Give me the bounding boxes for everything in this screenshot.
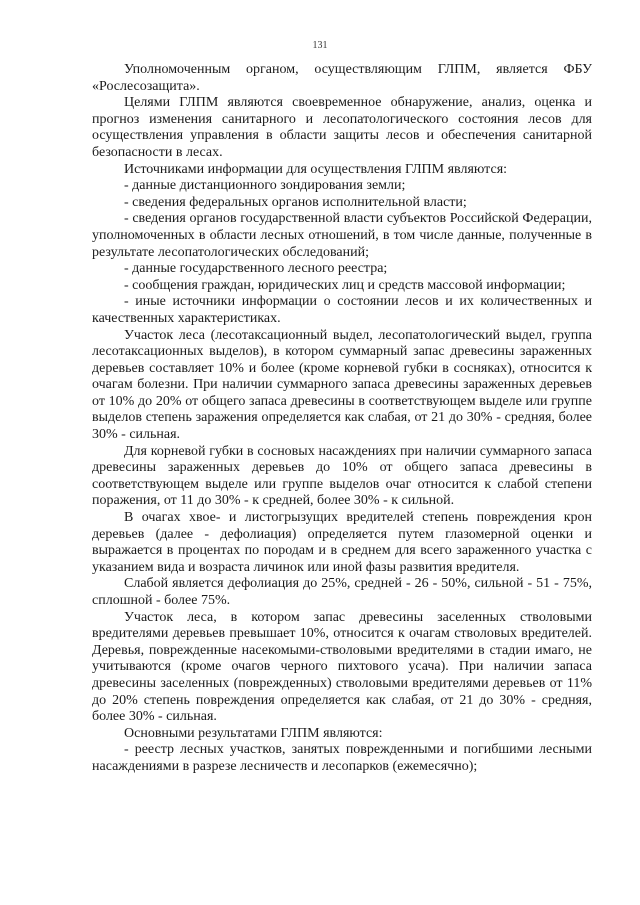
- list-item: - иные источники информации о состоянии лесов и их количественных и качественных характеристиках.: [92, 294, 592, 326]
- list-item: - данные государственного лесного реестра;: [124, 261, 388, 277]
- paragraph: Источниками информации для осуществления ГЛПМ являются:: [124, 161, 508, 177]
- page-body: [92, 62, 592, 776]
- list-item: - реестр лесных участков, занятых поврежденными и погибшими лесными насаждениями в разрезе лесничеств и лесопарков (ежемесячно);: [92, 742, 592, 774]
- list-item: - данные дистанционного зондирования земли;: [124, 178, 406, 194]
- paragraph: Для корневой губки в сосновых насаждениях при наличии суммарного запаса древесины зараженных деревьев до 10% от общего запаса древесины в соответствующем выделе или группе выделов очаг относится к слабой степени поражения, от 11 до 30% - к средней, более 30% - к сильной.: [92, 443, 592, 509]
- list-item: - сведения федеральных органов исполнительной власти;: [124, 194, 467, 210]
- paragraph: Участок леса, в котором запас древесины заселенных стволовыми вредителями деревьев превышает 10%, относится к очагам стволовых вредителей. Деревья, поврежденные насекомыми-стволовыми вредителями в стадии имаго, не учитываются (кроме очагов черного пихтового усача). При наличии запаса древесины заселенных (поврежденных) стволовыми вредителями деревьев от 11% до 20% степень повреждения определяется как слабая, от 21 до 30% - средняя, более 30% - сильная.: [92, 609, 592, 725]
- list-item: - сообщения граждан, юридических лиц и средств массовой информации;: [124, 277, 566, 293]
- list-item: - сведения органов государственной власти субъектов Российской Федерации, уполномоченных в области лесных отношений, в том числе данные, полученные в результате лесопатологических обследований;: [92, 211, 592, 260]
- paragraph: В очагах хвое- и листогрызущих вредителей степень повреждения крон деревьев (далее - дефолиация) определяется путем глазомерной оценки и выражается в процентах по породам и в среднем для всего зараженного участка с указанием вида и возраста личинок или иной фазы развития вредителя.: [92, 510, 592, 575]
- paragraph: Основными результатами ГЛПМ являются:: [124, 725, 383, 741]
- paragraph: Слабой является дефолиация до 25%, средней - 26 - 50%, сильной - 51 - 75%, сплошной - более 75%.: [92, 576, 592, 608]
- paragraph: Уполномоченным органом, осуществляющим ГЛПМ, является ФБУ «Рослесозащита».: [92, 62, 592, 94]
- page-number: 131: [312, 40, 328, 51]
- paragraph: Участок леса (лесотаксационный выдел, лесопатологический выдел, группа лесотаксационных выделов), в котором суммарный запас древесины зараженных деревьев составляет 10% и более (кроме корневой губки в сосняках), относится к очагам болезни. При наличии суммарного запаса древесины зараженных деревьев от 10% до 20% от общего запаса древесины в соответствующем выделе или группе выделов степень заражения определяется как слабая, от 21 до 30% - средняя, более 30% - сильная.: [92, 327, 592, 443]
- paragraph: Целями ГЛПМ являются своевременное обнаружение, анализ, оценка и прогноз изменения санитарного и лесопатологического состояния лесов для осуществления управления в области защиты лесов и обеспечения санитарной безопасности в лесах.: [92, 95, 592, 160]
